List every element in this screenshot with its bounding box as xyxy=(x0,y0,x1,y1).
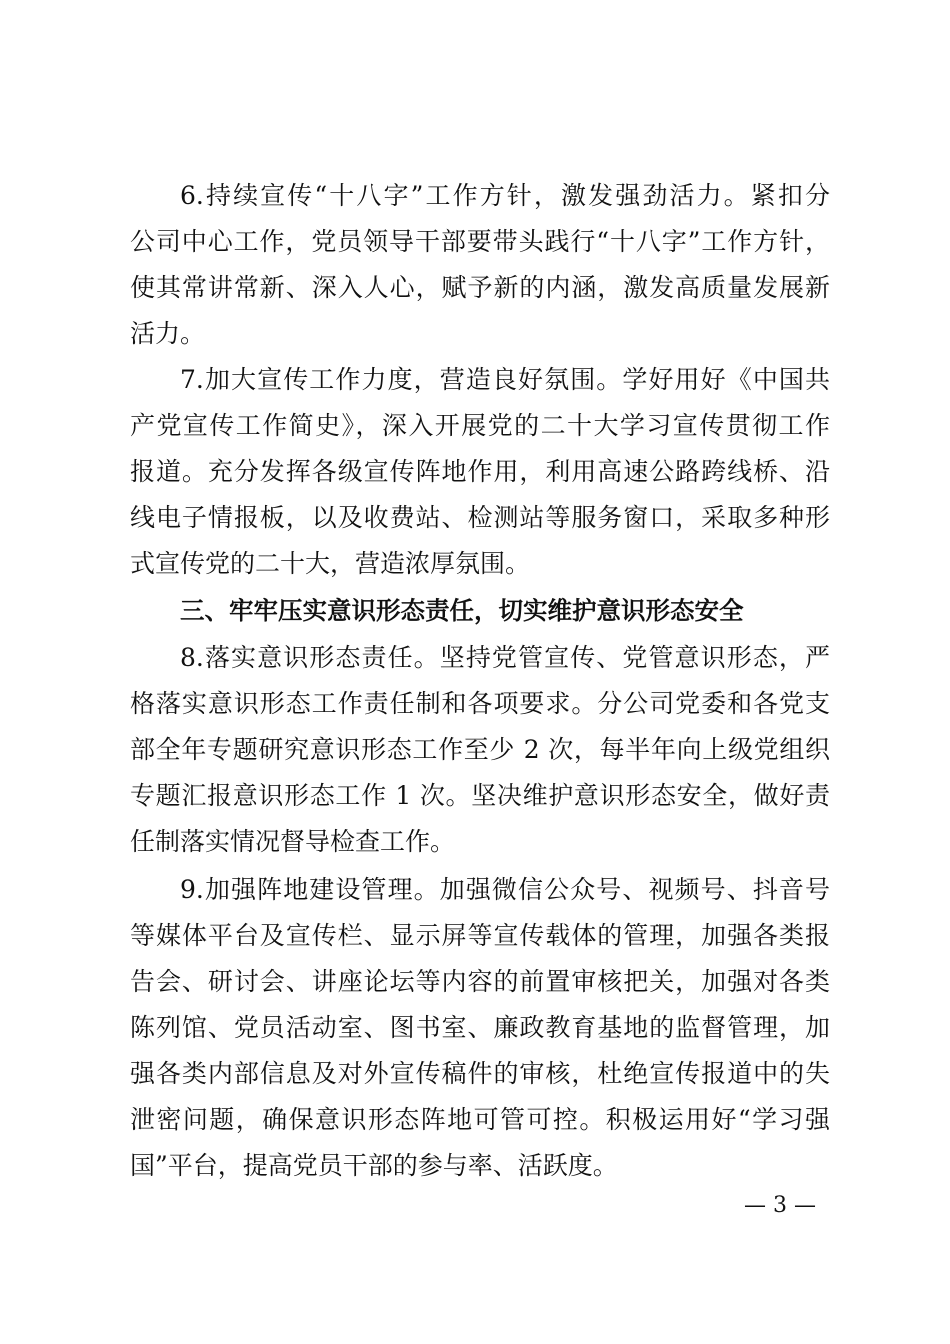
paragraph-7-line-5: 式宣传党的二十大，营造浓厚氛围。 xyxy=(130,549,531,578)
paragraph-6-line-1: 6.持续宣传“十八字”工作方针，激发强劲活力。紧扣分 xyxy=(180,181,830,210)
paragraph-8-line-3: 部全年专题研究意识形态工作至少 2 次，每半年向上级党组织 xyxy=(130,735,830,764)
paragraph-8-line-4: 专题汇报意识形态工作 1 次。坚决维护意识形态安全，做好责 xyxy=(130,781,830,810)
paragraph-9-line-6: 泄密问题，确保意识形态阵地可管可控。积极运用好“学习强 xyxy=(130,1105,830,1134)
paragraph-6-line-2: 公司中心工作，党员领导干部要带头践行“十八字”工作方针， xyxy=(130,227,830,256)
paragraph-7-line-1: 7.加大宣传工作力度，营造良好氛围。学好用好《中国共 xyxy=(180,365,830,394)
paragraph-6-line-4: 活力。 xyxy=(130,319,206,348)
paragraph-9-line-7: 国”平台，提高党员干部的参与率、活跃度。 xyxy=(130,1151,618,1180)
paragraph-9-line-1: 9.加强阵地建设管理。加强微信公众号、视频号、抖音号 xyxy=(180,875,830,904)
paragraph-9-line-4: 陈列馆、党员活动室、图书室、廉政教育基地的监督管理，加 xyxy=(130,1013,830,1042)
paragraph-8-line-2: 格落实意识形态工作责任制和各项要求。分公司党委和各党支 xyxy=(130,689,830,718)
paragraph-8-line-5: 任制落实情况督导检查工作。 xyxy=(130,827,456,856)
paragraph-7-line-3: 报道。充分发挥各级宣传阵地作用，利用高速公路跨线桥、沿 xyxy=(130,457,830,486)
paragraph-8-line-1: 8.落实意识形态责任。坚持党管宣传、党管意识形态，严 xyxy=(180,643,830,672)
paragraph-7-line-2: 产党宣传工作简史》，深入开展党的二十大学习宣传贯彻工作 xyxy=(130,411,830,440)
paragraph-9-line-3: 告会、研讨会、讲座论坛等内容的前置审核把关，加强对各类 xyxy=(130,967,830,996)
page-number: — 3 — xyxy=(744,1193,816,1218)
paragraph-7-line-4: 线电子情报板，以及收费站、检测站等服务窗口，采取多种形 xyxy=(130,503,830,532)
paragraph-6-line-3: 使其常讲常新、深入人心，赋予新的内涵，激发高质量发展新 xyxy=(130,273,830,302)
paragraph-9-line-2: 等媒体平台及宣传栏、显示屏等宣传载体的管理，加强各类报 xyxy=(130,921,830,950)
paragraph-9-line-5: 强各类内部信息及对外宣传稿件的审核，杜绝宣传报道中的失 xyxy=(130,1059,830,1088)
section-3-heading: 三、牢牢压实意识形态责任，切实维护意识形态安全 xyxy=(180,596,744,625)
